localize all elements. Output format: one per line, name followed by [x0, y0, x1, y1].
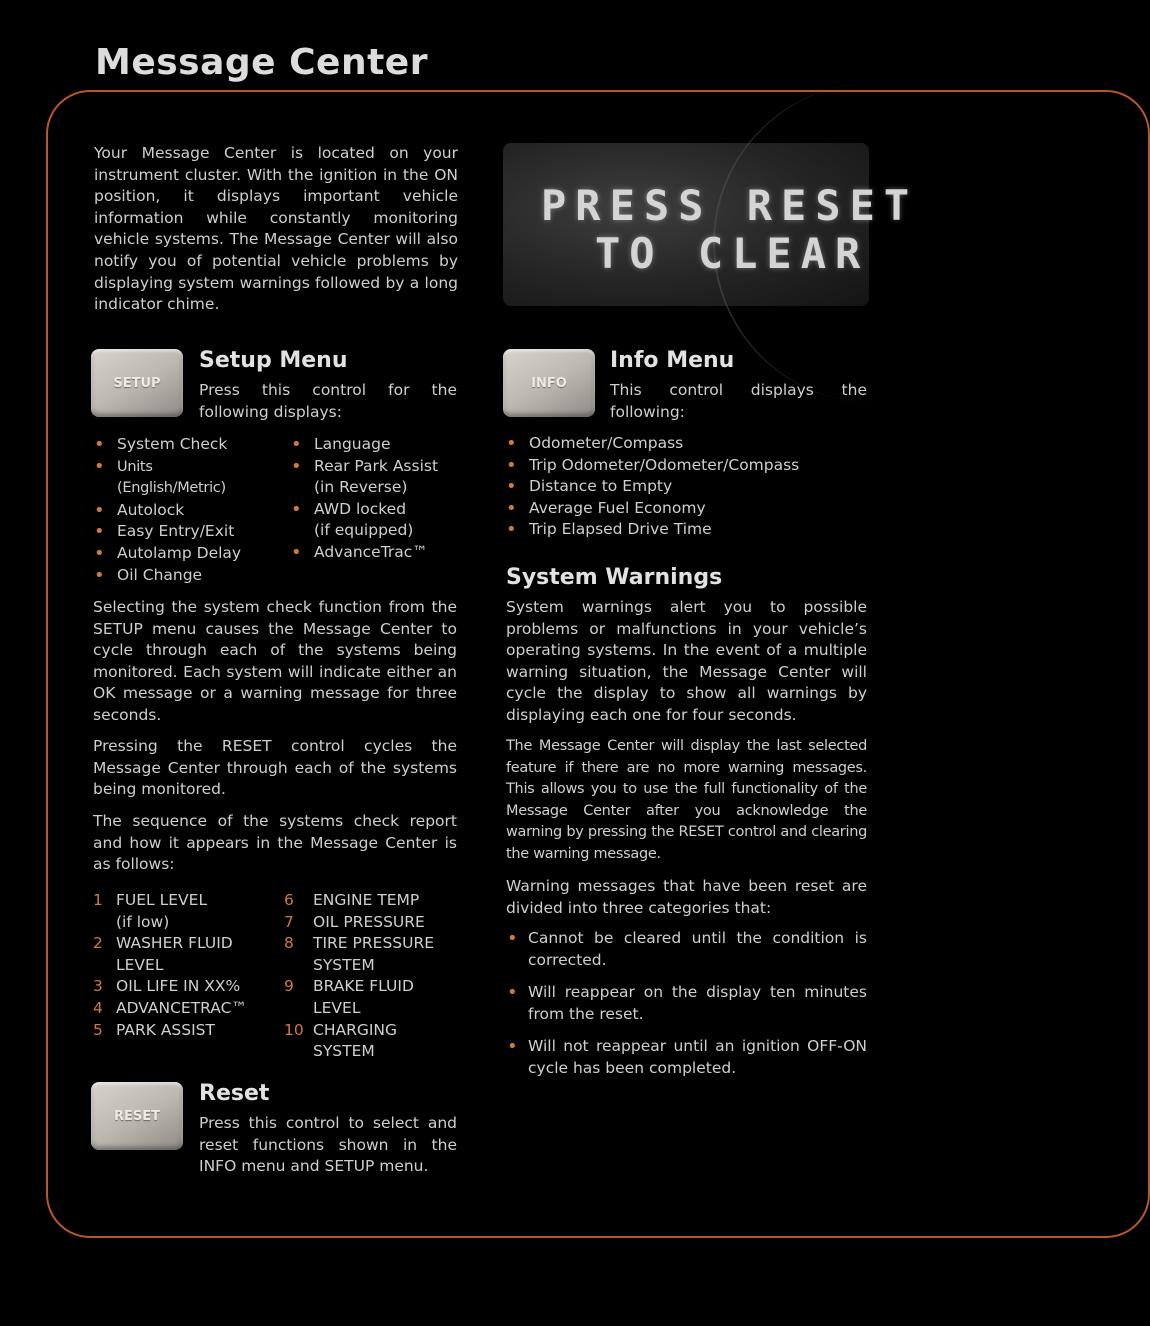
list-item: • Units (English/Metric)	[94, 455, 226, 497]
setup-button-label: SETUP	[113, 375, 161, 391]
bullet-icon: •	[506, 476, 517, 498]
list-item: 3 OIL LIFE IN XX%	[93, 977, 241, 996]
setup-paragraph-2: Pressing the RESET control cycles the Message Center through each of the systems being monitored.	[93, 737, 457, 799]
bullet-icon: •	[507, 928, 518, 949]
list-item: • Average Fuel Economy	[506, 497, 706, 519]
info-button-image	[503, 349, 595, 417]
setup-button-image	[91, 349, 183, 417]
list-item: • AWD locked (if equipped)	[291, 498, 414, 540]
info-button-label: INFO	[531, 375, 567, 391]
list-item: 7 OIL PRESSURE	[284, 912, 425, 931]
setup-list-left	[93, 434, 278, 586]
list-item: • Will not reappear until an ignition OFF-ON cycle has been completed.	[507, 1036, 867, 1077]
reset-button-image	[91, 1082, 183, 1150]
bullet-icon: •	[506, 497, 517, 519]
list-item: 6 ENGINE TEMP	[284, 891, 420, 909]
list-item: • Easy Entry/Exit	[94, 521, 235, 543]
bullet-icon: •	[291, 541, 302, 563]
bullet-icon: •	[506, 454, 517, 476]
bullet-icon: •	[94, 521, 105, 543]
bullet-icon: •	[94, 434, 105, 455]
system-warnings-title: System Warnings	[506, 565, 723, 590]
reset-button-label: RESET	[113, 1108, 160, 1124]
display-line-2: TO CLEAR	[595, 229, 870, 278]
list-item: • Trip Odometer/Odometer/Compass	[506, 454, 800, 476]
list-item: • Odometer/Compass	[506, 433, 684, 454]
info-menu-title: Info Menu	[610, 348, 735, 373]
list-item: 4 ADVANCETRAC™	[93, 998, 247, 1017]
message-center-display-image	[503, 143, 919, 306]
list-item: • Language	[291, 434, 391, 455]
list-item: • Trip Elapsed Drive Time	[506, 519, 712, 541]
setup-paragraph-1: Selecting the system check function from the SETUP menu causes the Message Center to cycle through each of the systems being monitored. Each system will indicate either an OK message or a warning message for three seconds.	[93, 598, 457, 724]
list-item: • Autolock	[94, 499, 185, 521]
reset-description: Press this control to select and reset functions shown in the INFO menu and SETUP menu.	[199, 1114, 457, 1176]
bullet-icon: •	[94, 542, 105, 564]
bullet-icon: •	[291, 498, 302, 520]
list-item: 8 TIRE PRESSURE SYSTEM	[284, 934, 435, 974]
setup-paragraph-3: The sequence of the systems check report and how it appears in the Message Center is as follows:	[93, 812, 457, 874]
setup-list-right	[290, 434, 460, 564]
list-item: 2 WASHER FLUID LEVEL	[93, 934, 233, 974]
page-title: Message Center	[95, 42, 428, 83]
intro-paragraph: Your Message Center is located on your instrument cluster. With the ignition in the ON position, it displays important vehicle information while constantly monitoring vehicle systems. The Message Center will also notify you of potential vehicle problems by displaying system warnings followed by a long indicator chime.	[94, 144, 458, 314]
list-item: • Autolamp Delay	[94, 542, 242, 564]
info-list	[505, 433, 867, 541]
list-item: • Will reappear on the display ten minutes from the reset.	[507, 982, 867, 1023]
warnings-list	[506, 928, 867, 1091]
list-item: • Oil Change	[94, 564, 203, 586]
reset-title: Reset	[199, 1081, 270, 1106]
info-menu-description: This control displays the following:	[610, 381, 867, 421]
list-item: 1 FUEL LEVEL (if low)	[93, 891, 208, 931]
warnings-paragraph-1: System warnings alert you to possible problems or malfunctions in your vehicle’s operating systems. In the event of a multiple warning situation, the Message Center will cycle the display to show all warnings by displaying each one for four seconds.	[506, 598, 867, 724]
display-line-1: PRESS RESET	[541, 181, 919, 230]
bullet-icon: •	[291, 455, 302, 477]
bullet-icon: •	[506, 433, 517, 454]
bullet-icon: •	[507, 982, 518, 1004]
bullet-icon: •	[506, 519, 517, 541]
sequence-list-left	[93, 890, 278, 1041]
list-item: • AdvanceTrac™	[291, 541, 428, 563]
bullet-icon: •	[94, 499, 105, 521]
setup-menu-title: Setup Menu	[199, 348, 348, 373]
bullet-icon: •	[291, 434, 302, 455]
setup-menu-description: Press this control for the following displays:	[199, 381, 457, 421]
list-item: • Distance to Empty	[506, 476, 673, 498]
bullet-icon: •	[94, 455, 105, 477]
list-item: • Cannot be cleared until the condition is corrected.	[507, 928, 867, 969]
sequence-list-right	[284, 890, 464, 1063]
bullet-icon: •	[507, 1036, 518, 1058]
list-item: • System Check	[94, 434, 228, 455]
warnings-paragraph-3: Warning messages that have been reset are divided into three categories that:	[506, 877, 867, 917]
list-item: • Rear Park Assist (in Reverse)	[291, 455, 439, 497]
list-item: 5 PARK ASSIST	[93, 1020, 215, 1039]
warnings-paragraph-2: The Message Center will display the last selected feature if there are no more warning messages. This allows you to use the full functionality of the Message Center after you acknowledge the warning by pressing the RESET control and clearing the warning message.	[506, 738, 867, 862]
bullet-icon: •	[94, 564, 105, 586]
list-item: 10 CHARGING SYSTEM	[284, 1020, 398, 1061]
list-item: 9 BRAKE FLUID LEVEL	[284, 977, 414, 1017]
